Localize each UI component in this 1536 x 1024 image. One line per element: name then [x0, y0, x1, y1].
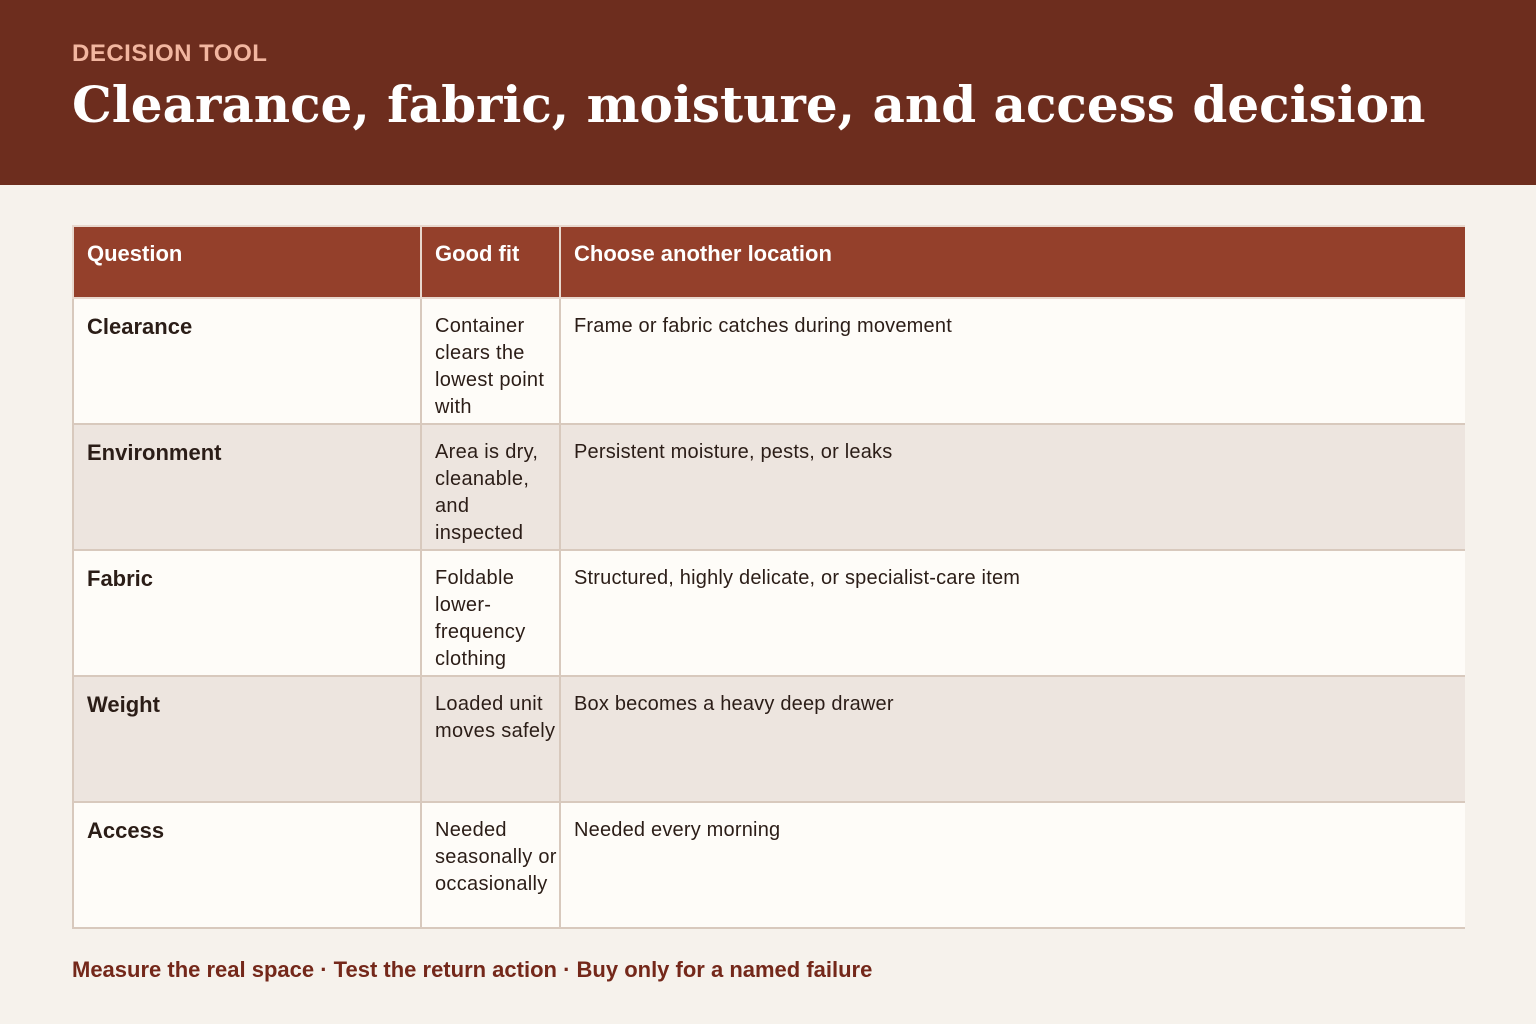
good-fit-cell	[421, 676, 560, 802]
column-header-choose-another: Choose another location	[560, 226, 1465, 298]
footer-tagline: Measure the real space · Test the return action · Buy only for a named failure	[72, 957, 873, 982]
good-fit-cell	[421, 550, 560, 676]
header-banner	[0, 0, 1536, 185]
good-fit-cell	[421, 802, 560, 928]
good-fit-text: Foldable lower-frequency clothing	[435, 567, 526, 670]
good-fit-text: Area is dry, cleanable, and inspected	[435, 441, 539, 544]
table-row	[73, 676, 1465, 802]
good-fit-text: Loaded unit moves safely	[435, 693, 556, 742]
good-fit-cell	[421, 298, 560, 424]
decision-table	[72, 225, 1465, 929]
question-cell: Weight	[73, 676, 421, 802]
table-header-row	[73, 226, 1465, 298]
table-row	[73, 298, 1465, 424]
decision-table-container	[72, 225, 1465, 929]
question-cell: Access	[73, 802, 421, 928]
choose-another-cell: Box becomes a heavy deep drawer	[560, 676, 1465, 802]
table-row	[73, 424, 1465, 550]
question-cell: Environment	[73, 424, 421, 550]
question-cell: Clearance	[73, 298, 421, 424]
table-row	[73, 550, 1465, 676]
choose-another-cell: Persistent moisture, pests, or leaks	[560, 424, 1465, 550]
good-fit-cell	[421, 424, 560, 550]
choose-another-cell: Structured, highly delicate, or specialist-care item	[560, 550, 1465, 676]
question-cell: Fabric	[73, 550, 421, 676]
column-header-question: Question	[73, 226, 421, 298]
page-title: Clearance, fabric, moisture, and access decision	[72, 75, 1426, 134]
column-header-good-fit: Good fit	[421, 226, 560, 298]
choose-another-cell: Frame or fabric catches during movement	[560, 298, 1465, 424]
kicker-label: DECISION TOOL	[72, 40, 268, 67]
table-row	[73, 802, 1465, 928]
good-fit-text: Needed seasonally or occasionally	[435, 819, 557, 895]
good-fit-text: Container clears the lowest point with	[435, 315, 545, 418]
choose-another-cell: Needed every morning	[560, 802, 1465, 928]
